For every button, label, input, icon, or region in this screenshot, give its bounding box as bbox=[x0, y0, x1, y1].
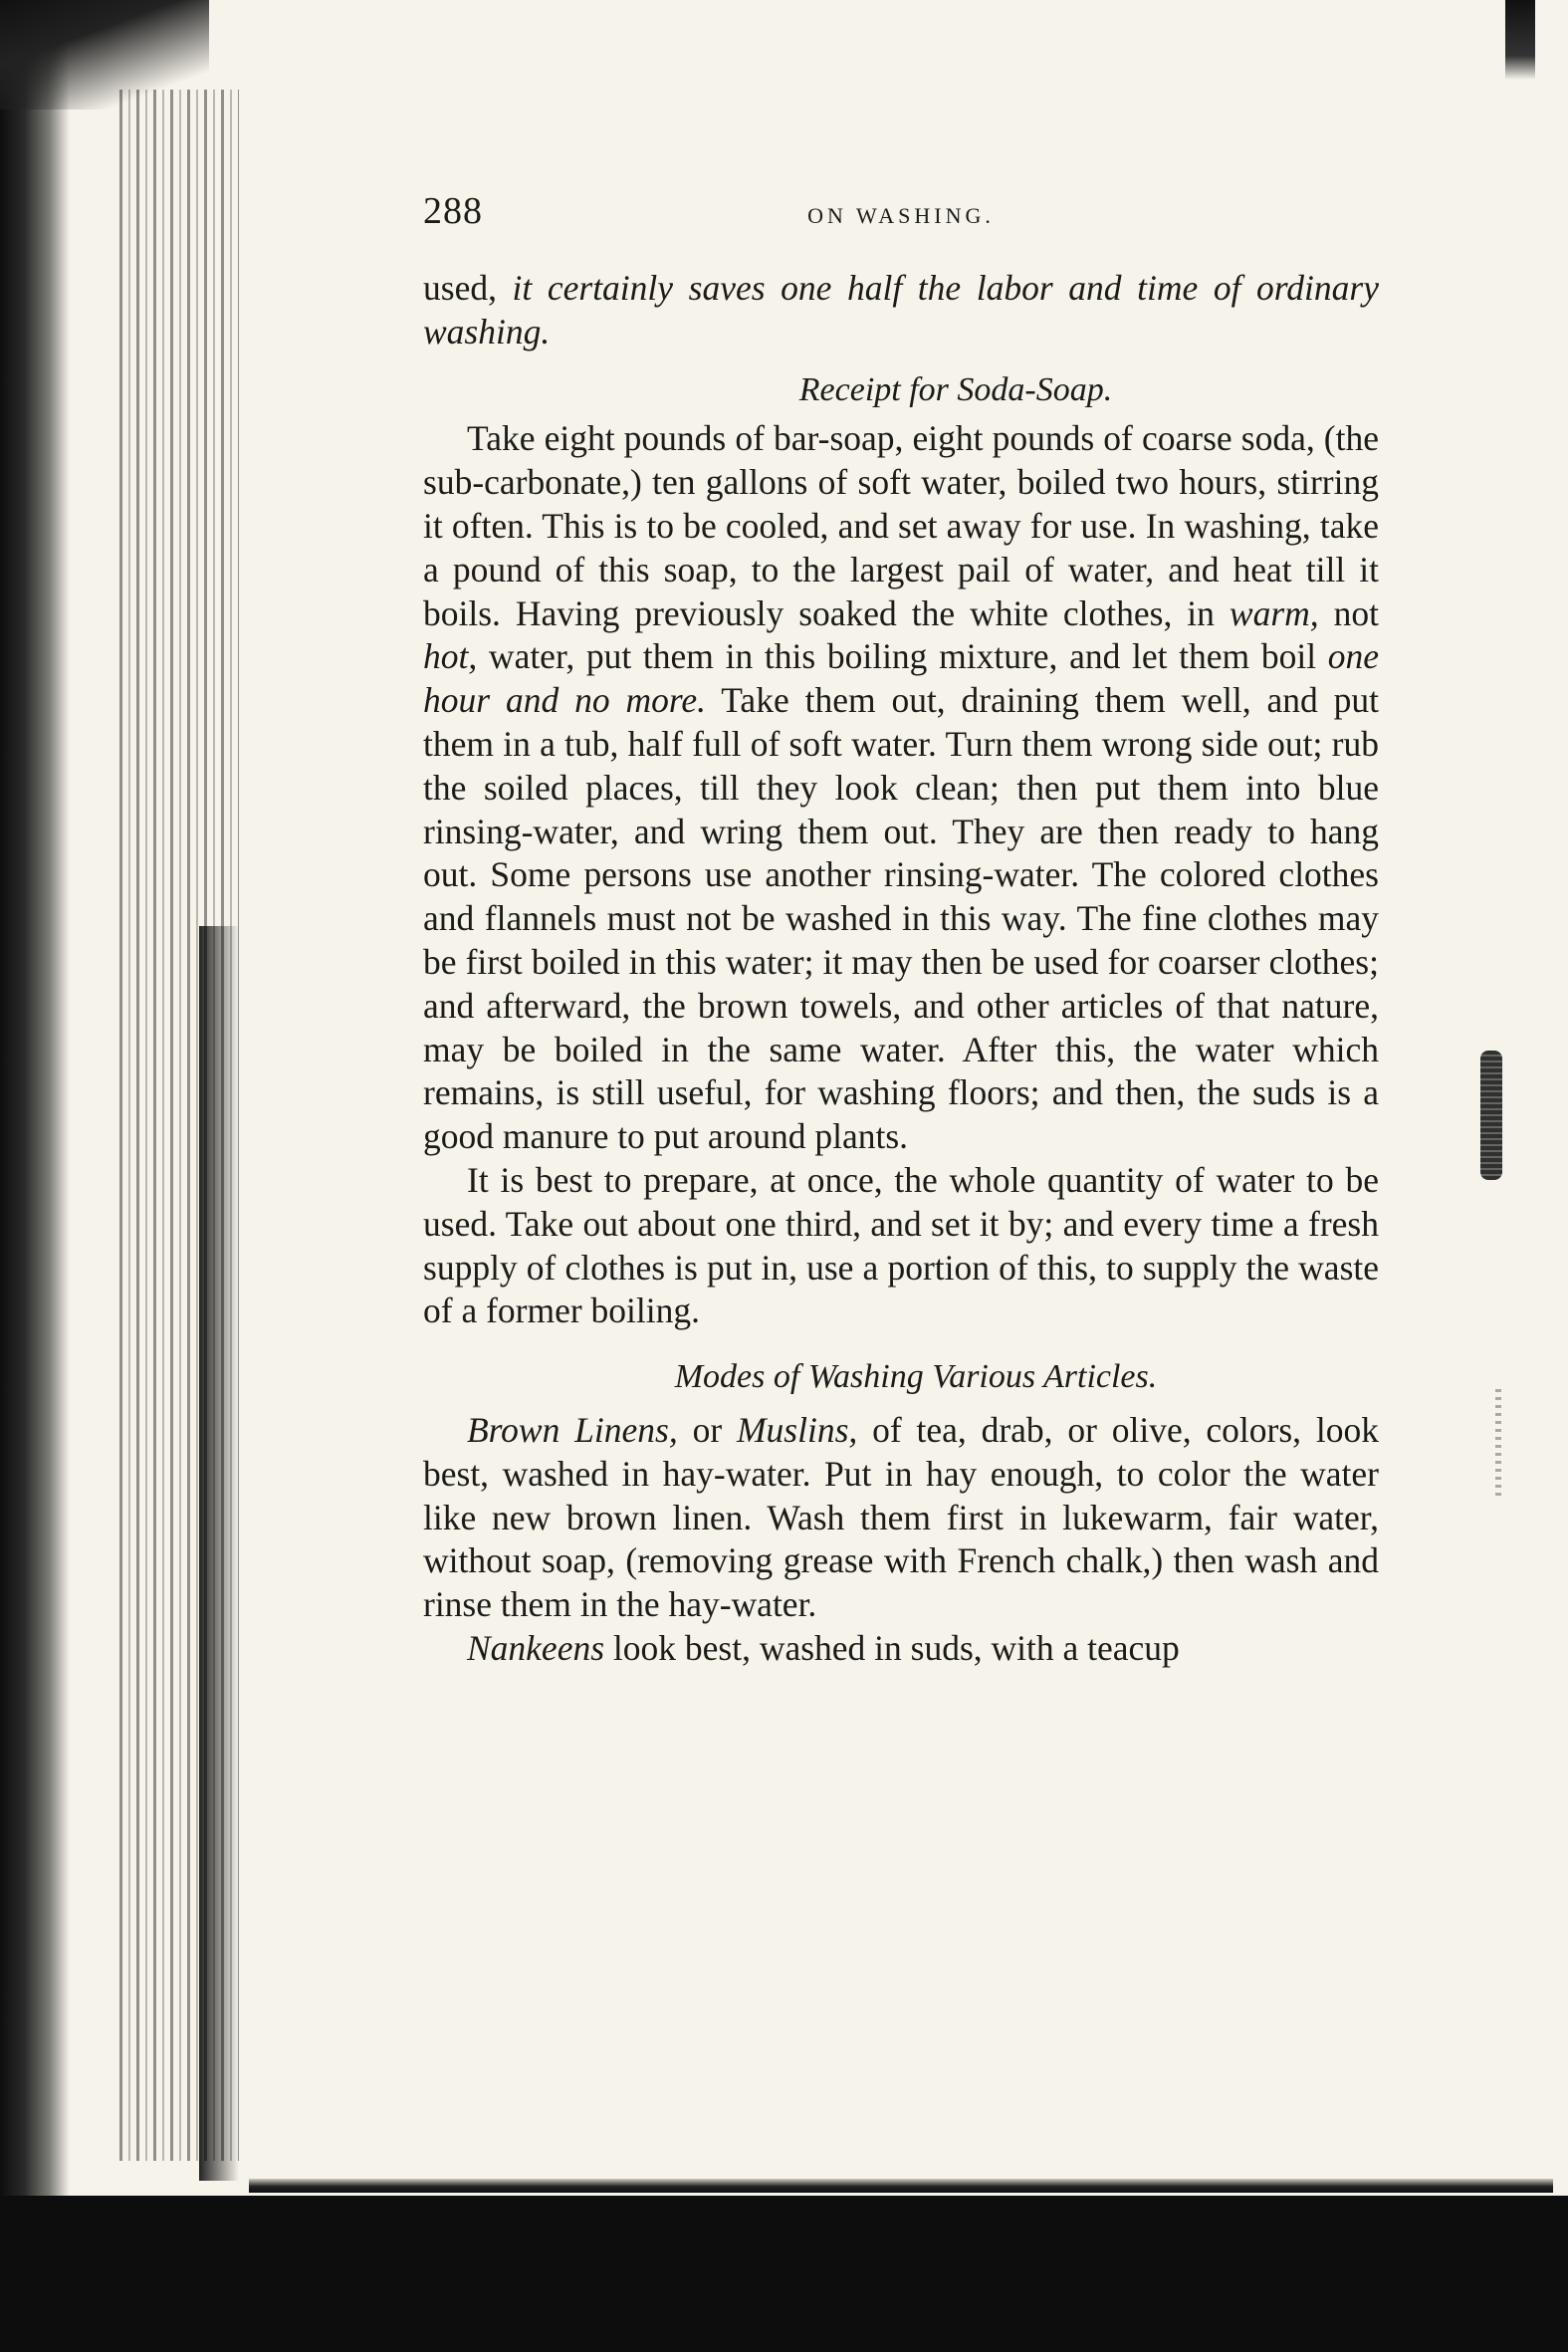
text-run: of tea, drab, or olive, colors, look best, washed in hay-water. Put in hay enough, to color the water like new brown linen. Wash them first in lukewarm, fair water, without soap, (removing grease with French chalk,) then wash and rinse them in the hay-water. bbox=[423, 1409, 1379, 1625]
scan-top-right-mark bbox=[1505, 0, 1535, 80]
continuation-prefix: used, bbox=[423, 268, 513, 308]
scan-bottom-band bbox=[0, 2196, 1568, 2352]
text-run: Take eight pounds of bar-soap, eight pounds of coarse soda, (the sub-carbonate,) ten gallons of soft water, boiled two hours, stirring it often. This is to be cooled, and set away for use. In washing, take a pound of this soap, to the largest pail of water, and heat till it boils. Having previously soaked the white clothes, in bbox=[423, 418, 1379, 633]
scan-binding-shadow bbox=[199, 926, 239, 2181]
text-run: water, put them in this boiling mixture, and let them boil bbox=[477, 636, 1328, 677]
section-heading-soda-soap: Receipt for Soda-Soap. bbox=[798, 370, 1113, 408]
emphasis-one-hour: one hour and no more. bbox=[423, 636, 1379, 721]
scan-left-edge-shadow bbox=[0, 0, 70, 2352]
page-number: 288 bbox=[423, 190, 483, 232]
continuation-italic: it certainly saves one half the labor and time of ordinary washing. bbox=[423, 268, 1379, 352]
page-body bbox=[423, 267, 1379, 1671]
scan-right-specks bbox=[1495, 1389, 1501, 1499]
emphasis-nankeens: Nankeens bbox=[467, 1627, 605, 1668]
running-head bbox=[423, 189, 1379, 249]
scan-bottom-rule bbox=[249, 2179, 1553, 2193]
emphasis-muslins: Muslins, bbox=[736, 1409, 858, 1450]
text-run: not bbox=[1318, 592, 1379, 633]
paragraph-nankeens bbox=[423, 1627, 1379, 1671]
emphasis-hot: hot, bbox=[423, 636, 478, 677]
section-heading-modes-of-washing: Modes of Washing Various Articles. bbox=[674, 1358, 1158, 1396]
scan-right-blot bbox=[1480, 1051, 1502, 1180]
paragraph-soda-soap-recipe bbox=[423, 417, 1379, 1159]
book-page bbox=[423, 189, 1379, 1671]
running-title: ON WASHING. bbox=[807, 203, 995, 228]
text-run: Take them out, draining them well, and put them in a tub, half full of soft water. Turn them wrong side out; rub the soiled places, till they look clean; then put them into blue rinsing-water, and wring them out. They are then ready to hang out. Some persons use another rinsing-water. The colored clothes and flannels must not be washed in this way. The fine clothes may be first boiled in this water; it may then be used for coarser clothes; and afterward, the brown towels, and other articles of that nature, may be boiled in the same water. After this, the water which remains, is still useful, for washing floors; and then, the suds is a good manure to put around plants. bbox=[423, 680, 1379, 1157]
paragraph-brown-linens bbox=[423, 1409, 1379, 1627]
continuation-paragraph bbox=[423, 267, 1379, 354]
paragraph-prepare-water: It is best to prepare, at once, the whole quantity of water to be used. Take out about one third, and set it by; and every time a fresh supply of clothes is put in, use a portion of this, to supply the waste of a former boiling. bbox=[423, 1159, 1379, 1331]
emphasis-warm: warm, bbox=[1229, 592, 1319, 633]
text-run: or bbox=[677, 1409, 737, 1450]
emphasis-brown-linens: Brown Linens, bbox=[467, 1409, 678, 1450]
text-run: look best, washed in suds, with a teacup bbox=[604, 1627, 1180, 1668]
